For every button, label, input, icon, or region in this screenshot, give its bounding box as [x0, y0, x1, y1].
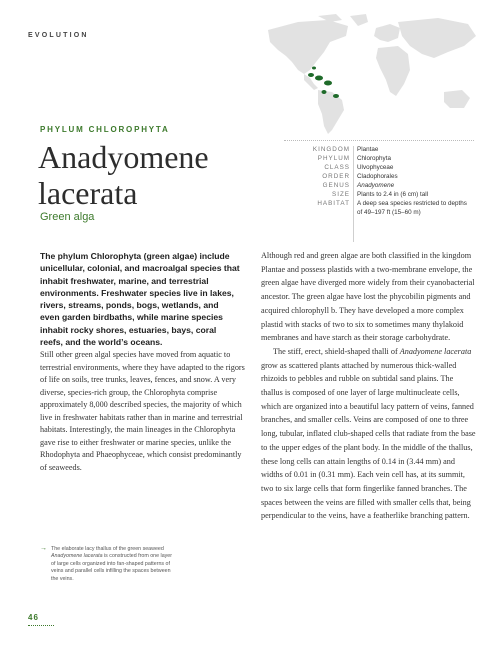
fact-value: Cladophorales [357, 173, 398, 180]
factbox-divider [284, 140, 474, 141]
intro-paragraph: The phylum Chlorophyta (green algae) include unicellular, colonial, and macroalgal species that inhabit freshwater, marine, and terrestrial environments. Freshwater species live in lakes, rivers, streams, ponds, bogs, wetlands, and even garden birdbaths, while marine species inhabit rocky shores, estuaries, bays, coral reefs, and the world’s oceans. [40, 251, 240, 348]
fact-value: Plantae [357, 146, 379, 153]
page-number-dots [28, 625, 54, 626]
fact-key: KINGDOM [312, 146, 350, 153]
body-text-right [261, 249, 476, 523]
fact-key: SIZE [332, 191, 350, 198]
factbox [290, 146, 475, 246]
scientific-name-line1: Anadyomene [38, 139, 209, 175]
image-caption: The elaborate lacy thallus of the green seaweed Anadyomene lacerata is constructed from one layer of large cells organized into fan-shaped patterns of veins and parallel cells infilling the spaces between the veins. [51, 546, 173, 582]
phylum-heading: PHYLUM CHLOROPHYTA [40, 125, 170, 134]
section-header: EVOLUTION [28, 32, 89, 39]
page-number: 46 [28, 613, 39, 622]
range-marker [312, 67, 316, 70]
common-name: Green alga [40, 211, 95, 223]
distribution-map [258, 12, 480, 136]
range-marker [322, 90, 327, 94]
range-marker [324, 81, 332, 86]
fact-key: GENUS [322, 182, 350, 189]
range-marker [315, 76, 323, 81]
fact-key: CLASS [324, 164, 350, 171]
range-marker [308, 73, 314, 77]
body-paragraph: Still other green algal species have moved from aquatic to terrestrial environments, where they have adapted to the rigors of life on soils, tree trunks, leaves, fences, and snow. A very diverse, species-rich group, the Chlorophyta comprise approximately 8,000 described species, the majority of which live in freshwater habitats rather than in marine and terrestrial habitats. Interestingly, the main lineages in the Chlorophyta gave rise to either freshwater or marine species, unlike the Rhodophyta and Phaeophyceae, which consist predominantly of seaweeds. [40, 350, 245, 472]
fact-value: Chlorophyta [357, 155, 391, 162]
fact-value: Anadyomene [357, 182, 395, 189]
fact-value: Plants to 2.4 in (6 cm) tall [357, 191, 429, 198]
body-text-left [40, 349, 250, 474]
scientific-name-line2: lacerata [38, 175, 138, 211]
body-paragraph: Although red and green algae are both classified in the kingdom Plantae and possess plastids with a two-membrane envelope, the green algae have diverged more widely from their cyanobacterial ancestor. The green algae have lost the phycobilin pigments and acquired chlorophyll b. They have developed a more complex plastid with stacks of two to six to sometimes many thylakoid membranes and have starch as their storage carbohydrate. [261, 251, 475, 343]
body-paragraph: The stiff, erect, shield-shaped thalli of Anadyomene lacerata grow as scattered plants attached by numerous thick-walled rhizoids to pebbles and rubble on subtidal sand plains. The thallus is composed of one layer of large multinucleate cells, which are organized into a beautiful lacy pattern of veins, fanned branches, and smaller cells. Veins are composed of one to three long, tubular, inflated club-shaped cells that radiate from the base to the upper edges of the plant body. In the middle of the thallus, these long cells can attain lengths of 0.14 in (3.44 mm) and widths of 0.01 in (0.31 mm). Each vein cell has, at its summit, two to six large cells that form fingerlike fanned branches. The spaces between the veins are filled with smaller cells that, being perpendicular to the veins, have a featherlike branching pattern. [261, 346, 476, 521]
caption-arrow-icon: → [40, 545, 47, 552]
range-marker [333, 94, 339, 98]
fact-key: ORDER [322, 173, 350, 180]
fact-key: HABITAT [317, 200, 350, 207]
scientific-name [38, 139, 258, 211]
factbox-separator [353, 146, 354, 242]
fact-value: A deep sea species restricted to depths of 49–197 ft (15–60 m) [357, 200, 467, 216]
fact-value: Ulvophyceae [357, 164, 394, 171]
fact-key: PHYLUM [317, 155, 350, 162]
